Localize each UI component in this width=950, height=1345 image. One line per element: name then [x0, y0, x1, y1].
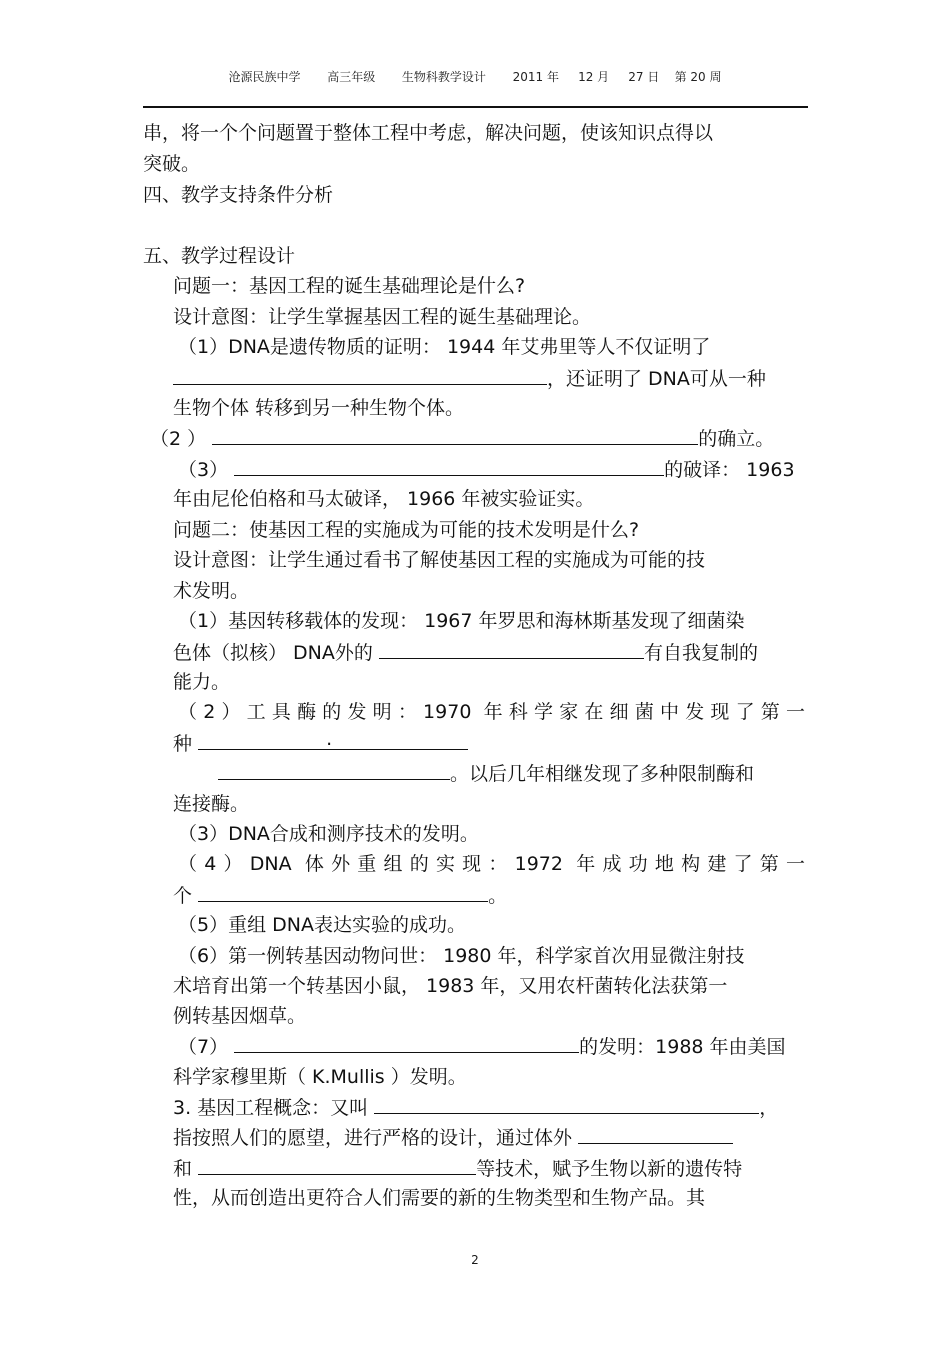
- text-line: （6）第一例转基因动物问世： 1980 年，科学家首次用显微注射技: [178, 945, 745, 967]
- text-line: （4）DNA 体外重组的实现：1972 年成功地构建了第一: [178, 853, 805, 875]
- line-text: 个: [173, 885, 193, 907]
- design-intent: 术发明。: [173, 580, 250, 602]
- fill-blank[interactable]: [234, 1034, 579, 1053]
- line-text: 色体（拟核） DNA外的: [173, 642, 373, 664]
- item-number: （3）: [178, 459, 229, 481]
- text-line: [150, 426, 774, 451]
- fill-blank[interactable]: [234, 457, 664, 476]
- line-text: 有自我复制的: [643, 642, 758, 664]
- header-year: 2011 年: [512, 70, 559, 84]
- line-text: 的确立。: [698, 428, 775, 450]
- fill-blank[interactable]: [198, 728, 468, 750]
- text-line: 年由尼伦伯格和马太破译， 1966 年被实验证实。: [173, 488, 595, 510]
- text-line: 连接酶。: [173, 793, 250, 815]
- text-line: 科学家穆里斯（ K.Mullis ）发明。: [173, 1066, 467, 1088]
- page-header: [0, 68, 950, 85]
- fill-blank[interactable]: [379, 640, 644, 659]
- line-text: 指按照人们的愿望，进行严格的设计，通过体外: [173, 1127, 573, 1149]
- fill-blank[interactable]: [374, 1095, 759, 1114]
- text-line: 例转基因烟草。: [173, 1005, 307, 1027]
- question-title: 问题一：基因工程的诞生基础理论是什么?: [173, 275, 526, 297]
- line-text: 的破译： 1963: [664, 459, 795, 481]
- text-line: [173, 640, 758, 665]
- line-text: ，还证明了 DNA可从一种: [547, 368, 766, 390]
- line-text: 。: [488, 885, 508, 907]
- text-line: [173, 1125, 733, 1150]
- text-line: [173, 1156, 742, 1181]
- text-line: （1）基因转移载体的发现： 1967 年罗思和海林斯基发现了细菌染: [178, 610, 745, 632]
- text-line: [218, 761, 754, 786]
- fill-blank[interactable]: [198, 1156, 476, 1175]
- line-text: 3. 基因工程概念：又叫: [173, 1097, 369, 1119]
- header-school: 沧源民族中学: [228, 70, 301, 84]
- question-title: 问题二：使基因工程的实施成为可能的技术发明是什么?: [173, 519, 640, 541]
- fill-blank[interactable]: [212, 426, 698, 445]
- fill-blank[interactable]: [173, 366, 547, 385]
- section-heading: 五、教学过程设计: [143, 245, 296, 267]
- item-number: （2 ）: [150, 428, 207, 450]
- text-line: 突破。: [143, 153, 201, 175]
- line-text: 的发明：1988 年由美国: [579, 1036, 786, 1058]
- header-rule: [143, 106, 808, 108]
- text-line: [173, 883, 507, 908]
- line-text: 等技术，赋予生物以新的遗传特: [476, 1158, 743, 1180]
- text-line: 能力。: [173, 671, 231, 693]
- text-line: [173, 728, 468, 756]
- item-number: （7）: [178, 1036, 229, 1058]
- header-day: 27 日: [628, 70, 660, 84]
- text-line: [178, 457, 795, 482]
- line-text: 种: [173, 733, 193, 755]
- text-line: [173, 1095, 778, 1120]
- text-line: （1）DNA是遗传物质的证明： 1944 年艾弗里等人不仅证明了: [178, 336, 711, 358]
- text-line: （5）重组 DNA表达实验的成功。: [178, 914, 466, 936]
- blank-dot: .: [326, 728, 333, 750]
- header-week: 第 20 周: [674, 70, 722, 84]
- line-text: 。以后几年相继发现了多种限制酶和: [450, 763, 755, 785]
- text-line: 术培育出第一个转基因小鼠， 1983 年，又用农杆菌转化法获第一: [173, 975, 728, 997]
- text-line: [173, 366, 766, 391]
- section-heading: 四、教学支持条件分析: [143, 184, 334, 206]
- fill-blank[interactable]: [218, 761, 450, 780]
- fill-blank[interactable]: [578, 1125, 733, 1144]
- text-line: 性，从而创造出更符合人们需要的新的生物类型和生物产品。其: [173, 1187, 706, 1209]
- fill-blank[interactable]: [198, 883, 488, 902]
- line-text: 和: [173, 1158, 193, 1180]
- text-line: （3）DNA合成和测序技术的发明。: [178, 823, 479, 845]
- page-number: 2: [471, 1253, 479, 1267]
- text-line: [178, 1034, 786, 1059]
- header-grade: 高三年级: [327, 70, 376, 84]
- design-intent: 设计意图：让学生掌握基因工程的诞生基础理论。: [173, 306, 592, 328]
- text-line: （2）工具酶的发明：1970 年科学家在细菌中发现了第一: [178, 701, 805, 723]
- line-text: ，: [759, 1097, 779, 1119]
- header-subject: 生物科教学设计: [401, 70, 486, 84]
- design-intent: 设计意图：让学生通过看书了解使基因工程的实施成为可能的技: [173, 549, 706, 571]
- text-line: 生物个体 转移到另一种生物个体。: [173, 397, 465, 419]
- text-line: 串，将一个个问题置于整体工程中考虑，解决问题，使该知识点得以: [143, 122, 714, 144]
- header-month: 12 月: [578, 70, 610, 84]
